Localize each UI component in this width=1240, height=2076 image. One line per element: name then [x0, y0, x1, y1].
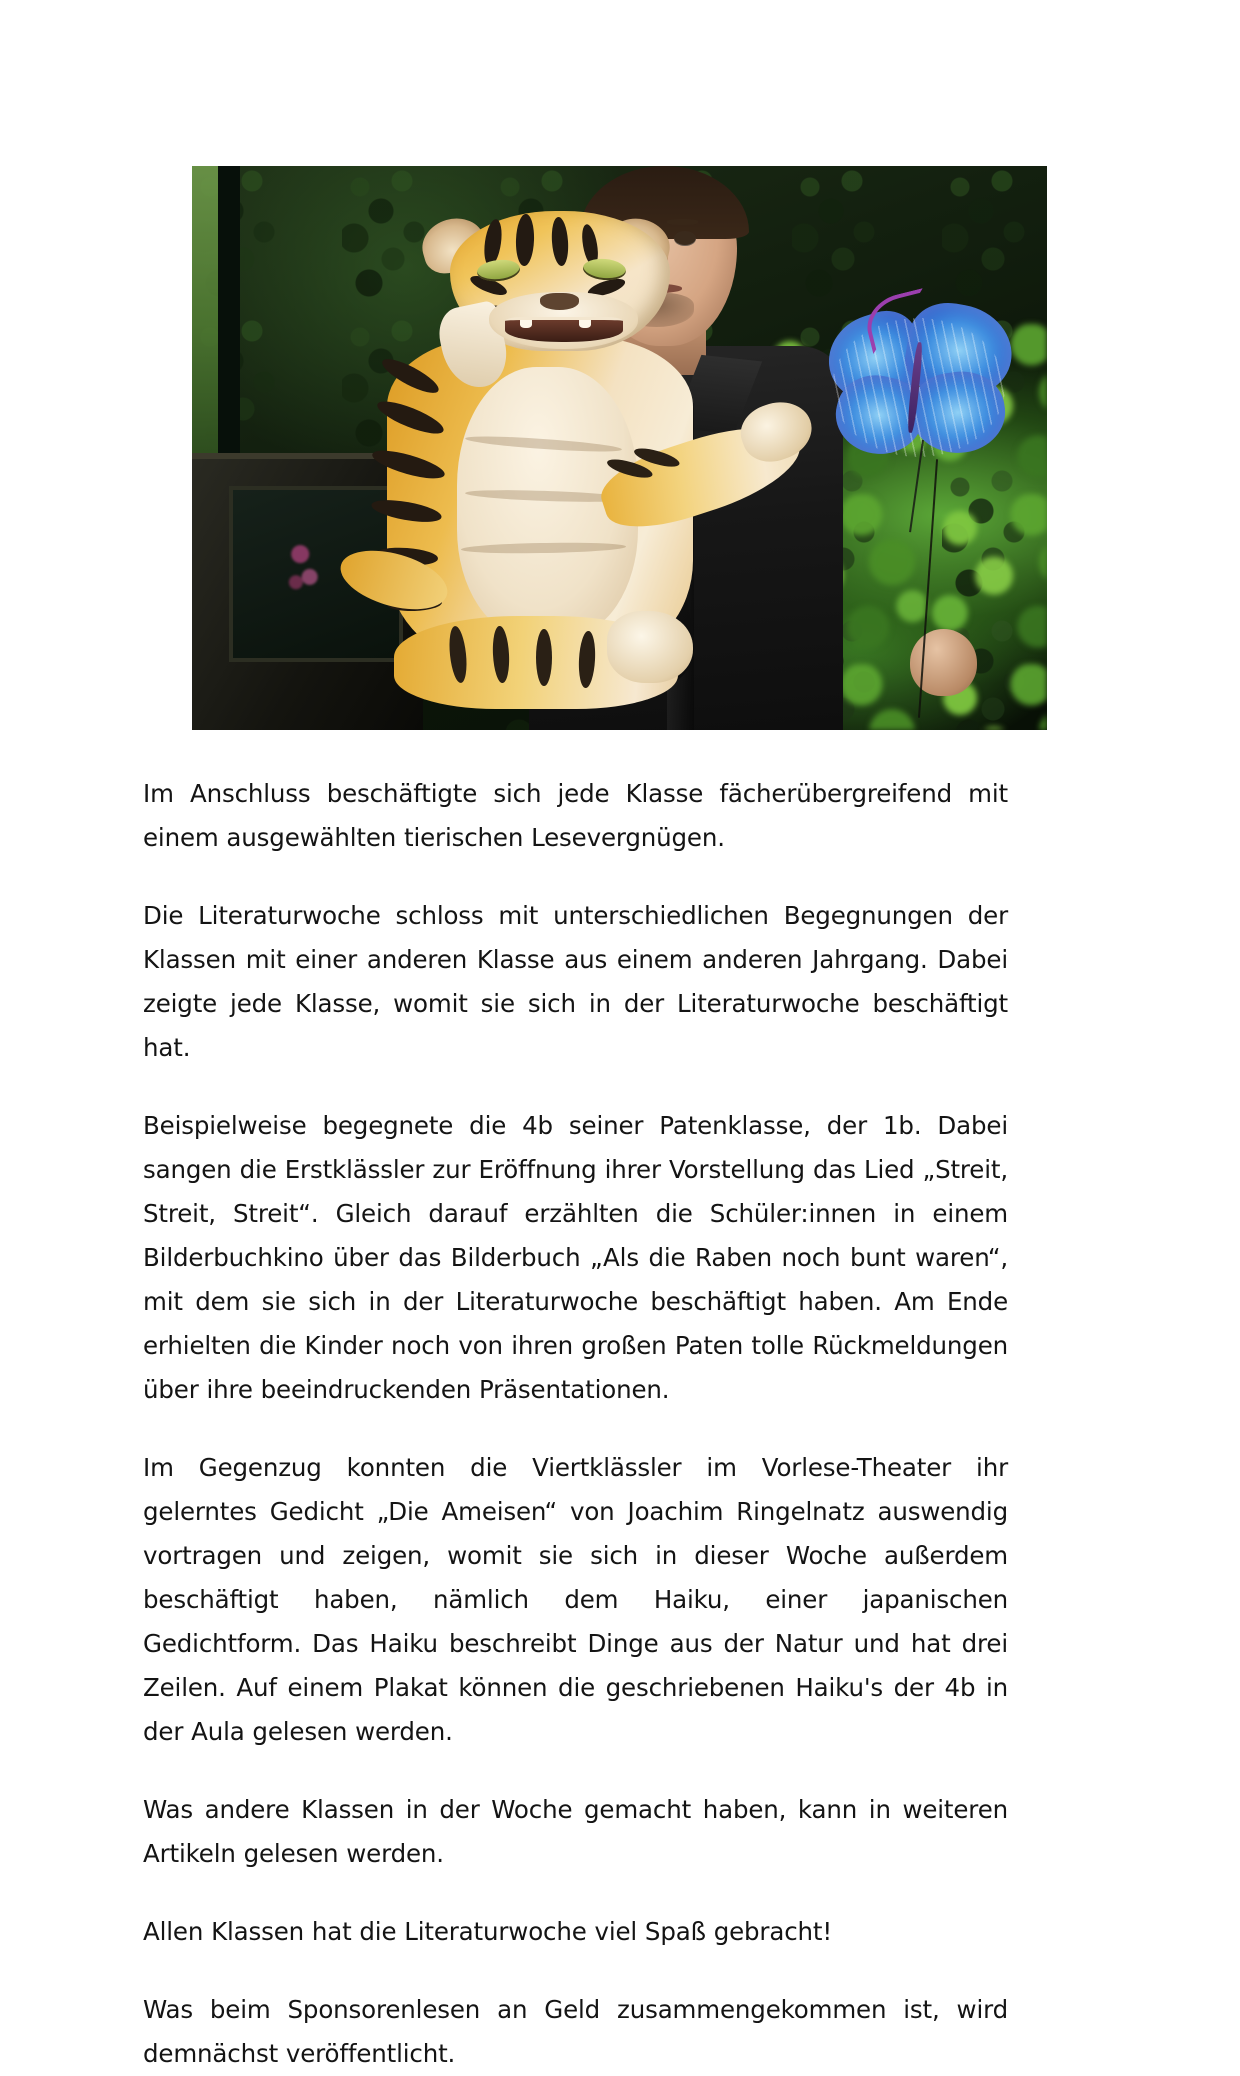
stage-box-artwork	[283, 534, 326, 601]
photo-canvas	[192, 166, 1047, 730]
tiger-nose	[540, 293, 579, 310]
tiger-tooth	[579, 320, 591, 328]
article-photo	[192, 166, 1047, 730]
article-body	[143, 772, 1008, 2076]
paragraph: Im Anschluss beschäftigte sich jede Klasse fächerübergreifend mit einem ausgewählten tierischen Lesevergnügen.	[143, 779, 1008, 852]
tiger-puppet	[363, 211, 756, 730]
paragraph: Beispielweise begegnete die 4b seiner Patenklasse, der 1b. Dabei sangen die Erstklässler zur Eröffnung ihrer Vorstellung das Lied „Streit, Streit, Streit“. Gleich darauf erzählten die Schüler:innen in einem Bilderbuchkino über das Bilderbuch „Als die Raben noch bunt waren“, mit dem sie sich in der Literaturwoche beschäftigt haben. Am Ende erhielten die Kinder noch von ihren großen Paten tolle Rückmeldungen über ihre beeindruckenden Präsentationen.	[143, 1111, 1008, 1404]
butterfly-puppet	[825, 301, 1013, 470]
paragraph: Allen Klassen hat die Literaturwoche viel Spaß gebracht!	[143, 1917, 833, 1946]
paragraph: Im Gegenzug konnten die Viertklässler im Vorlese-Theater ihr gelerntes Gedicht „Die Ameisen“ von Joachim Ringelnatz auswendig vortragen und zeigen, womit sie sich in dieser Woche außerdem beschäftigt haben, nämlich dem Haiku, einer japanischen Gedichtform. Das Haiku beschreibt Dinge aus der Natur und hat drei Zeilen. Auf einem Plakat können die geschriebenen Haiku's der 4b in der Aula gelesen werden.	[143, 1453, 1008, 1746]
green-wall-strip	[192, 166, 218, 482]
paragraph: Was beim Sponsorenlesen an Geld zusammengekommen ist, wird demnächst veröffentlicht.	[143, 1995, 1008, 2068]
paragraph: Was andere Klassen in der Woche gemacht haben, kann in weiteren Artikeln gelesen werden.	[143, 1795, 1008, 1868]
paragraph: Die Literaturwoche schloss mit unterschiedlichen Begegnungen der Klassen mit einer anderen Klasse aus einem anderen Jahrgang. Dabei zeigte jede Klasse, womit sie sich in der Literaturwoche beschäftigt hat.	[143, 901, 1008, 1062]
tiger-foot	[607, 611, 694, 684]
tiger-leg-stripe	[536, 629, 552, 686]
tiger-tooth	[520, 320, 532, 328]
